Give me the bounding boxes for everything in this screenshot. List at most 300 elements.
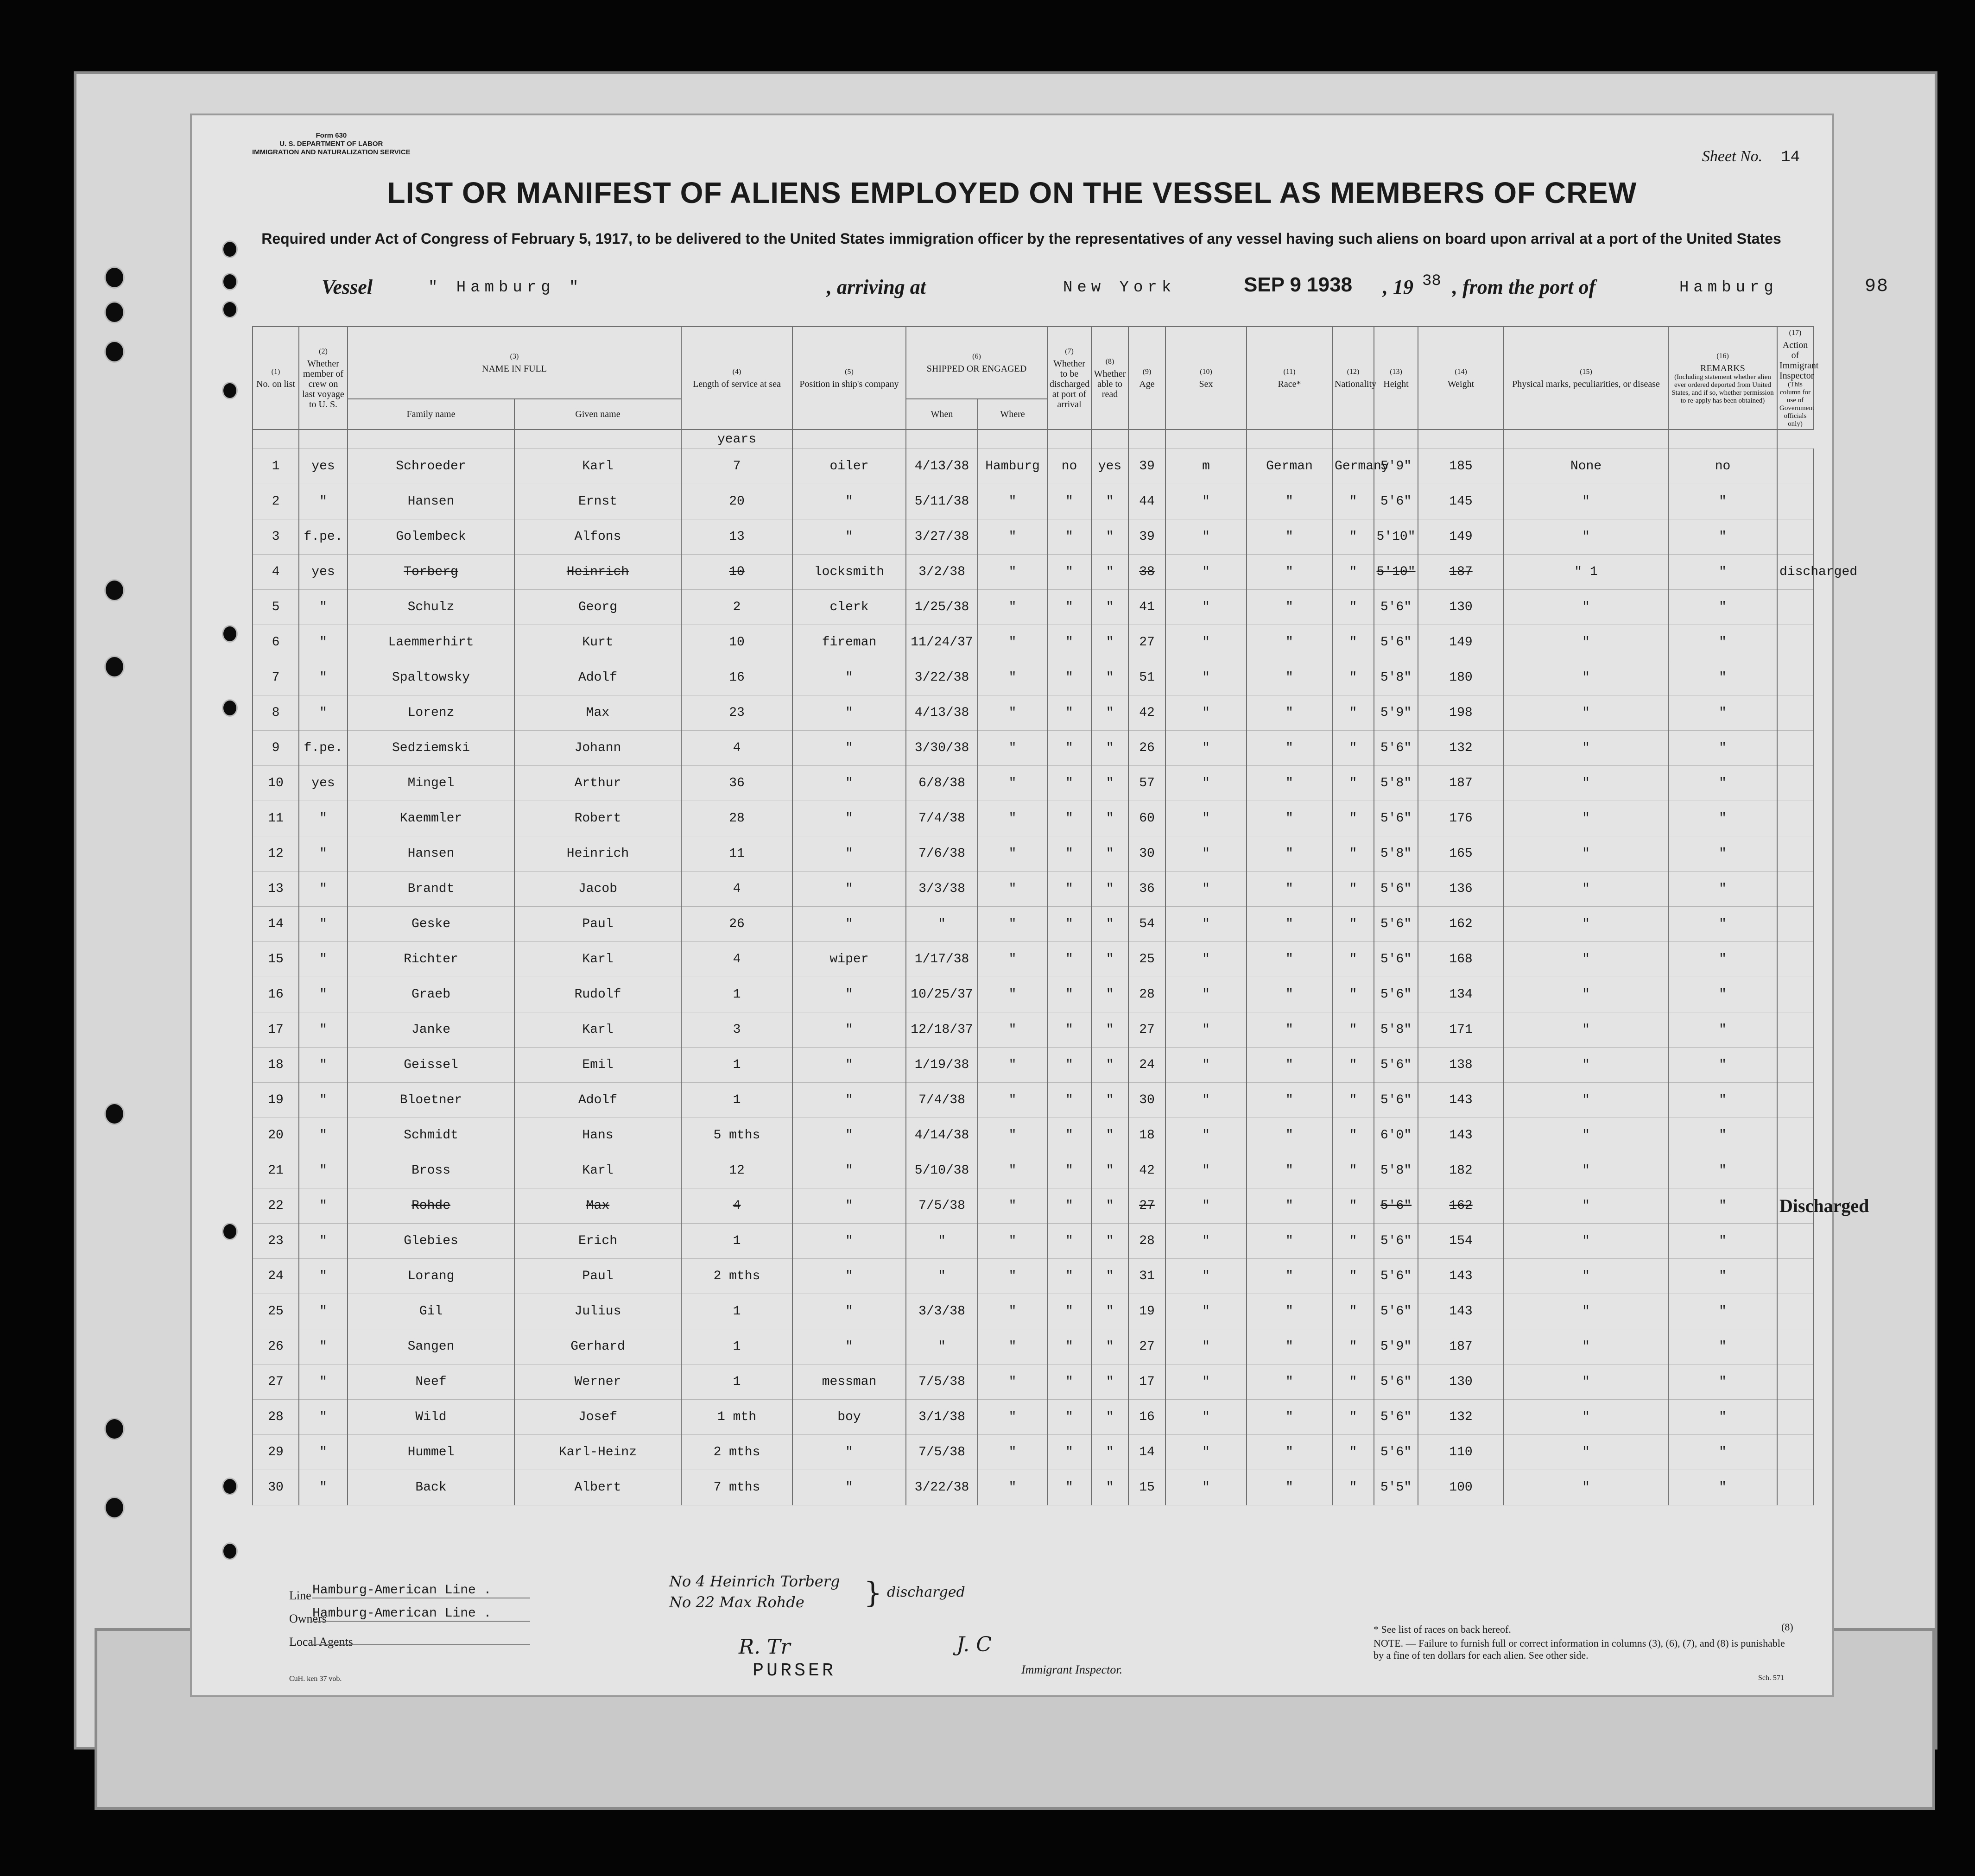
crew-row <box>253 625 1813 660</box>
handwritten-note-rohde: No 22 Max Rohde <box>669 1593 804 1611</box>
crew-row <box>253 519 1813 555</box>
service-name: IMMIGRATION AND NATURALIZATION SERVICE <box>252 148 411 156</box>
able-to-read-cell: " <box>1091 695 1128 731</box>
crew-row <box>253 1153 1813 1188</box>
able-to-read-cell: " <box>1091 519 1128 555</box>
punch-hole <box>222 625 238 643</box>
given-name-cell: Kurt <box>514 625 681 660</box>
row-number-cell: 9 <box>253 731 299 766</box>
age-cell: 30 <box>1128 836 1165 872</box>
nationality-cell: " <box>1332 731 1374 766</box>
service-length-cell: 4 <box>681 1188 792 1224</box>
nationality-cell: " <box>1332 766 1374 801</box>
shipped-when-cell: 7/4/38 <box>906 1083 978 1118</box>
position-cell: oiler <box>792 449 906 484</box>
service-length-cell: 2 <box>681 590 792 625</box>
inspector-action-cell <box>1777 1259 1813 1294</box>
able-to-read-cell: " <box>1091 977 1128 1012</box>
height-cell: 5'6" <box>1374 484 1418 519</box>
arrival-date-stamp: SEP 9 1938 <box>1244 273 1353 296</box>
service-length-cell: 11 <box>681 836 792 872</box>
position-cell: " <box>792 1153 906 1188</box>
position-cell: " <box>792 695 906 731</box>
discharged-flag-cell: " <box>1047 1470 1091 1505</box>
height-cell: 5'6" <box>1374 1048 1418 1083</box>
nationality-cell: " <box>1332 1048 1374 1083</box>
age-cell: 42 <box>1128 695 1165 731</box>
shipped-when-cell: 3/2/38 <box>906 555 978 590</box>
row-number-cell: 26 <box>253 1329 299 1364</box>
last-voyage-cell: " <box>299 1329 348 1364</box>
position-cell: " <box>792 1048 906 1083</box>
service-length-cell: 1 <box>681 1048 792 1083</box>
physical-marks-cell: " <box>1504 801 1668 836</box>
last-voyage-cell: " <box>299 1012 348 1048</box>
remarks-cell: " <box>1668 590 1777 625</box>
service-length-cell: 16 <box>681 660 792 695</box>
race-cell: " <box>1247 836 1332 872</box>
given-name-cell: Max <box>514 695 681 731</box>
shipped-where-cell: " <box>978 1012 1047 1048</box>
inspector-action-cell <box>1777 907 1813 942</box>
crew-row <box>253 1259 1813 1294</box>
race-cell: " <box>1247 1224 1332 1259</box>
last-voyage-cell: " <box>299 1224 348 1259</box>
vessel-line-number: 98 <box>1865 276 1889 297</box>
last-voyage-cell: " <box>299 590 348 625</box>
height-cell: 5'8" <box>1374 836 1418 872</box>
race-cell: " <box>1247 1259 1332 1294</box>
owners-label: Owners <box>289 1612 327 1625</box>
remarks-cell: " <box>1668 1294 1777 1329</box>
discharged-flag-cell: " <box>1047 836 1091 872</box>
nationality-cell: " <box>1332 625 1374 660</box>
inspector-action-cell <box>1777 1470 1813 1505</box>
sex-cell: " <box>1165 977 1247 1012</box>
sex-cell: " <box>1165 942 1247 977</box>
height-cell: 5'9" <box>1374 695 1418 731</box>
inspector-action-cell <box>1777 695 1813 731</box>
service-length-cell: 4 <box>681 872 792 907</box>
inspector-action-cell <box>1777 1364 1813 1400</box>
inspector-action-cell <box>1777 1329 1813 1364</box>
family-name-cell: Mingel <box>348 766 514 801</box>
physical-marks-cell: " <box>1504 1048 1668 1083</box>
remarks-cell: " <box>1668 907 1777 942</box>
age-cell: 60 <box>1128 801 1165 836</box>
discharged-flag-cell: " <box>1047 1012 1091 1048</box>
shipped-where-cell: " <box>978 731 1047 766</box>
punch-hole <box>222 240 238 258</box>
row-number-cell: 15 <box>253 942 299 977</box>
height-cell: 5'9" <box>1374 449 1418 484</box>
col-header-no: (1) No. on list <box>253 327 299 430</box>
height-cell: 5'10" <box>1374 555 1418 590</box>
row-number-cell: 8 <box>253 695 299 731</box>
service-length-cell: 1 <box>681 1294 792 1329</box>
race-footnote: * See list of races on back hereof. <box>1374 1623 1511 1635</box>
remarks-cell: " <box>1668 1329 1777 1364</box>
sex-cell: " <box>1165 1153 1247 1188</box>
physical-marks-cell: " <box>1504 836 1668 872</box>
weight-cell: 100 <box>1418 1470 1504 1505</box>
service-length-cell: 2 mths <box>681 1259 792 1294</box>
shipped-when-cell: 3/30/38 <box>906 731 978 766</box>
age-cell: 18 <box>1128 1118 1165 1153</box>
given-name-cell: Adolf <box>514 660 681 695</box>
crew-row <box>253 1083 1813 1118</box>
weight-cell: 132 <box>1418 1400 1504 1435</box>
row-number-cell: 22 <box>253 1188 299 1224</box>
age-cell: 31 <box>1128 1259 1165 1294</box>
inspector-action-cell <box>1777 731 1813 766</box>
physical-marks-cell: " <box>1504 695 1668 731</box>
race-cell: " <box>1247 695 1332 731</box>
sex-cell: " <box>1165 1435 1247 1470</box>
sex-cell: " <box>1165 1400 1247 1435</box>
shipped-when-cell: 1/19/38 <box>906 1048 978 1083</box>
shipped-when-cell: 1/17/38 <box>906 942 978 977</box>
shipped-where-cell: " <box>978 942 1047 977</box>
given-name-cell: Karl-Heinz <box>514 1435 681 1470</box>
crew-row <box>253 660 1813 695</box>
given-name-cell: Heinrich <box>514 836 681 872</box>
discharged-flag-cell: " <box>1047 555 1091 590</box>
remarks-cell: no <box>1668 449 1777 484</box>
inspector-action-cell <box>1777 1153 1813 1188</box>
physical-marks-cell: " <box>1504 625 1668 660</box>
position-cell: " <box>792 1470 906 1505</box>
col-header-discharged: (7) Whether to be discharged at port of arrival <box>1047 327 1091 430</box>
nationality-cell: " <box>1332 484 1374 519</box>
able-to-read-cell: " <box>1091 1012 1128 1048</box>
nationality-cell: " <box>1332 555 1374 590</box>
discharged-flag-cell: " <box>1047 1329 1091 1364</box>
discharged-flag-cell: " <box>1047 519 1091 555</box>
service-length-cell: 1 <box>681 1329 792 1364</box>
row-number-cell: 20 <box>253 1118 299 1153</box>
given-name-cell: Heinrich <box>514 555 681 590</box>
document-title: LIST OR MANIFEST OF ALIENS EMPLOYED ON THE VESSEL AS MEMBERS OF CREW <box>387 176 1637 209</box>
age-cell: 38 <box>1128 555 1165 590</box>
department-name: U. S. DEPARTMENT OF LABOR <box>279 140 383 148</box>
service-length-cell: 20 <box>681 484 792 519</box>
weight-cell: 198 <box>1418 695 1504 731</box>
age-cell: 27 <box>1128 1012 1165 1048</box>
able-to-read-cell: " <box>1091 801 1128 836</box>
nationality-cell: " <box>1332 1012 1374 1048</box>
given-name-cell: Gerhard <box>514 1329 681 1364</box>
row-number-cell: 25 <box>253 1294 299 1329</box>
family-name-cell: Sangen <box>348 1329 514 1364</box>
physical-marks-cell: " <box>1504 1118 1668 1153</box>
manifest-sheet <box>190 114 1889 1697</box>
handwritten-note-torberg: No 4 Heinrich Torberg <box>669 1573 840 1590</box>
discharged-flag-cell: " <box>1047 731 1091 766</box>
last-voyage-cell: " <box>299 1188 348 1224</box>
nationality-cell: " <box>1332 801 1374 836</box>
height-cell: 5'8" <box>1374 766 1418 801</box>
row-number-cell: 13 <box>253 872 299 907</box>
inspector-action-cell <box>1777 942 1813 977</box>
inspector-action-cell <box>1777 449 1813 484</box>
race-cell: " <box>1247 872 1332 907</box>
family-name-cell: Rohde <box>348 1188 514 1224</box>
shipped-where-cell: " <box>978 1470 1047 1505</box>
discharged-flag-cell: no <box>1047 449 1091 484</box>
race-cell: " <box>1247 625 1332 660</box>
race-cell: " <box>1247 519 1332 555</box>
height-cell: 5'6" <box>1374 1294 1418 1329</box>
row-number-cell: 16 <box>253 977 299 1012</box>
shipped-where-cell: " <box>978 1048 1047 1083</box>
service-length-cell: 7 mths <box>681 1470 792 1505</box>
physical-marks-cell: " <box>1504 1083 1668 1118</box>
discharged-flag-cell: " <box>1047 1083 1091 1118</box>
age-cell: 14 <box>1128 1435 1165 1470</box>
punch-hole <box>104 1103 125 1125</box>
age-cell: 17 <box>1128 1364 1165 1400</box>
physical-marks-cell: " <box>1504 1012 1668 1048</box>
col-header-sex: (10) Sex <box>1165 327 1247 430</box>
age-cell: 28 <box>1128 1224 1165 1259</box>
age-cell: 51 <box>1128 660 1165 695</box>
row-number-cell: 4 <box>253 555 299 590</box>
sex-cell: " <box>1165 1329 1247 1364</box>
family-name-cell: Hansen <box>348 836 514 872</box>
crew-row <box>253 872 1813 907</box>
weight-cell: 171 <box>1418 1012 1504 1048</box>
weight-cell: 130 <box>1418 1364 1504 1400</box>
remarks-cell: " <box>1668 1259 1777 1294</box>
age-cell: 15 <box>1128 1470 1165 1505</box>
height-cell: 6'0" <box>1374 1118 1418 1153</box>
sex-cell: " <box>1165 1083 1247 1118</box>
crew-row <box>253 731 1813 766</box>
able-to-read-cell: " <box>1091 625 1128 660</box>
last-voyage-cell: " <box>299 1153 348 1188</box>
discharged-flag-cell: " <box>1047 1259 1091 1294</box>
race-cell: " <box>1247 1400 1332 1435</box>
sex-cell: " <box>1165 836 1247 872</box>
remarks-cell: " <box>1668 1470 1777 1505</box>
sex-cell: " <box>1165 1048 1247 1083</box>
physical-marks-cell: " 1 <box>1504 555 1668 590</box>
col-header-family-name: Family name <box>348 399 514 430</box>
row-number-cell: 6 <box>253 625 299 660</box>
crew-row <box>253 1329 1813 1364</box>
given-name-cell: Werner <box>514 1364 681 1400</box>
shipped-when-cell: 3/27/38 <box>906 519 978 555</box>
height-cell: 5'6" <box>1374 625 1418 660</box>
inspector-action-cell <box>1777 519 1813 555</box>
shipped-where-cell: " <box>978 1224 1047 1259</box>
nationality-cell: " <box>1332 1294 1374 1329</box>
inspector-action-cell <box>1777 1400 1813 1435</box>
weight-cell: 176 <box>1418 801 1504 836</box>
sex-cell: " <box>1165 1364 1247 1400</box>
shipped-where-cell: " <box>978 660 1047 695</box>
crew-row <box>253 1188 1813 1224</box>
height-cell: 5'6" <box>1374 801 1418 836</box>
remarks-cell: " <box>1668 519 1777 555</box>
position-cell: " <box>792 836 906 872</box>
able-to-read-cell: " <box>1091 1259 1128 1294</box>
inspector-action-cell <box>1777 1048 1813 1083</box>
discharged-flag-cell: " <box>1047 1188 1091 1224</box>
given-name-cell: Georg <box>514 590 681 625</box>
remarks-cell: " <box>1668 1435 1777 1470</box>
row-number-cell: 21 <box>253 1153 299 1188</box>
age-cell: 39 <box>1128 449 1165 484</box>
given-name-cell: Karl <box>514 1012 681 1048</box>
weight-cell: 162 <box>1418 1188 1504 1224</box>
weight-cell: 143 <box>1418 1083 1504 1118</box>
position-cell: " <box>792 1012 906 1048</box>
discharged-flag-cell: " <box>1047 801 1091 836</box>
shipped-where-cell: " <box>978 519 1047 555</box>
position-cell: " <box>792 1294 906 1329</box>
height-cell: 5'6" <box>1374 872 1418 907</box>
race-cell: " <box>1247 484 1332 519</box>
line-label: Line <box>289 1589 311 1602</box>
family-name-cell: Schulz <box>348 590 514 625</box>
physical-marks-cell: " <box>1504 731 1668 766</box>
given-name-cell: Julius <box>514 1294 681 1329</box>
shipped-where-cell: " <box>978 695 1047 731</box>
handwritten-brace: } <box>864 1576 882 1610</box>
inspector-signature: J. C <box>956 1633 992 1656</box>
schedule-code: Sch. 571 <box>1758 1674 1784 1682</box>
discharged-flag-cell: " <box>1047 590 1091 625</box>
nationality-cell: " <box>1332 836 1374 872</box>
weight-cell: 145 <box>1418 484 1504 519</box>
shipped-where-cell: " <box>978 801 1047 836</box>
height-cell: 5'6" <box>1374 731 1418 766</box>
service-length-cell: 12 <box>681 1153 792 1188</box>
shipped-when-cell: 3/22/38 <box>906 660 978 695</box>
shipped-when-cell: 4/13/38 <box>906 449 978 484</box>
row-number-cell: 11 <box>253 801 299 836</box>
inspector-action-cell <box>1777 1012 1813 1048</box>
remarks-cell: " <box>1668 942 1777 977</box>
shipped-where-cell: " <box>978 1400 1047 1435</box>
line-value: Hamburg-American Line . <box>312 1583 530 1598</box>
last-voyage-cell: " <box>299 1400 348 1435</box>
family-name-cell: Lorenz <box>348 695 514 731</box>
last-voyage-cell: " <box>299 942 348 977</box>
inspector-action-cell <box>1777 1294 1813 1329</box>
col-header-age: (9) Age <box>1128 327 1165 430</box>
punch-hole <box>222 1478 238 1495</box>
position-cell: " <box>792 766 906 801</box>
position-cell: wiper <box>792 942 906 977</box>
position-cell: " <box>792 484 906 519</box>
shipped-where-cell: " <box>978 1188 1047 1224</box>
nationality-cell: " <box>1332 872 1374 907</box>
able-to-read-cell: " <box>1091 1470 1128 1505</box>
col-header-read: (8) Whether able to read <box>1091 327 1128 430</box>
crew-row <box>253 1294 1813 1329</box>
able-to-read-cell: " <box>1091 942 1128 977</box>
service-length-cell: 26 <box>681 907 792 942</box>
able-to-read-cell: " <box>1091 1118 1128 1153</box>
race-cell: " <box>1247 907 1332 942</box>
remarks-cell: " <box>1668 1364 1777 1400</box>
punch-hole <box>104 579 125 601</box>
physical-marks-cell: " <box>1504 1153 1668 1188</box>
nationality-cell: " <box>1332 660 1374 695</box>
print-code: CuH. ken 37 vob. <box>289 1675 342 1683</box>
nationality-cell: " <box>1332 977 1374 1012</box>
age-cell: 26 <box>1128 731 1165 766</box>
able-to-read-cell: " <box>1091 1153 1128 1188</box>
sex-cell: " <box>1165 907 1247 942</box>
weight-cell: 154 <box>1418 1224 1504 1259</box>
crew-row <box>253 484 1813 519</box>
discharged-flag-cell: " <box>1047 1294 1091 1329</box>
shipped-where-cell: " <box>978 1153 1047 1188</box>
physical-marks-cell: " <box>1504 519 1668 555</box>
sex-cell: " <box>1165 872 1247 907</box>
nationality-cell: " <box>1332 1083 1374 1118</box>
punch-hole <box>104 1418 125 1440</box>
position-cell: clerk <box>792 590 906 625</box>
family-name-cell: Schroeder <box>348 449 514 484</box>
able-to-read-cell: " <box>1091 1329 1128 1364</box>
nationality-cell: " <box>1332 1224 1374 1259</box>
shipped-when-cell: 1/25/38 <box>906 590 978 625</box>
fine-note: NOTE. — Failure to furnish full or correct information in columns (3), (6), (7), and (8) is punishable by a fine of ten dollars for each alien. See other side. <box>1374 1637 1785 1661</box>
remarks-cell: " <box>1668 1153 1777 1188</box>
physical-marks-cell: " <box>1504 1364 1668 1400</box>
physical-marks-cell: None <box>1504 449 1668 484</box>
race-cell: " <box>1247 1048 1332 1083</box>
punch-hole <box>104 341 125 363</box>
weight-cell: 187 <box>1418 766 1504 801</box>
row-number-cell: 28 <box>253 1400 299 1435</box>
height-cell: 5'9" <box>1374 1329 1418 1364</box>
last-voyage-cell: " <box>299 907 348 942</box>
physical-marks-cell: " <box>1504 1470 1668 1505</box>
col-header-race: (11) Race* <box>1247 327 1332 430</box>
crew-row <box>253 449 1813 484</box>
row-number-cell: 2 <box>253 484 299 519</box>
row-number-cell: 12 <box>253 836 299 872</box>
crew-manifest-table <box>252 326 1869 1505</box>
last-voyage-cell: " <box>299 872 348 907</box>
family-name-cell: Hansen <box>348 484 514 519</box>
inspector-label: Immigrant Inspector. <box>1021 1663 1123 1676</box>
weight-cell: 110 <box>1418 1435 1504 1470</box>
family-name-cell: Brandt <box>348 872 514 907</box>
row-number-cell: 10 <box>253 766 299 801</box>
family-name-cell: Schmidt <box>348 1118 514 1153</box>
race-cell: " <box>1247 942 1332 977</box>
punch-hole <box>104 266 125 289</box>
punch-hole <box>222 273 238 291</box>
age-cell: 54 <box>1128 907 1165 942</box>
crew-row <box>253 1118 1813 1153</box>
sex-cell: " <box>1165 1188 1247 1224</box>
arriving-label: , arriving at <box>827 276 926 298</box>
given-name-cell: Johann <box>514 731 681 766</box>
shipped-where-cell: " <box>978 907 1047 942</box>
nationality-cell: " <box>1332 519 1374 555</box>
weight-cell: 134 <box>1418 977 1504 1012</box>
arrival-port: New York <box>1063 279 1176 297</box>
race-cell: " <box>1247 1188 1332 1224</box>
